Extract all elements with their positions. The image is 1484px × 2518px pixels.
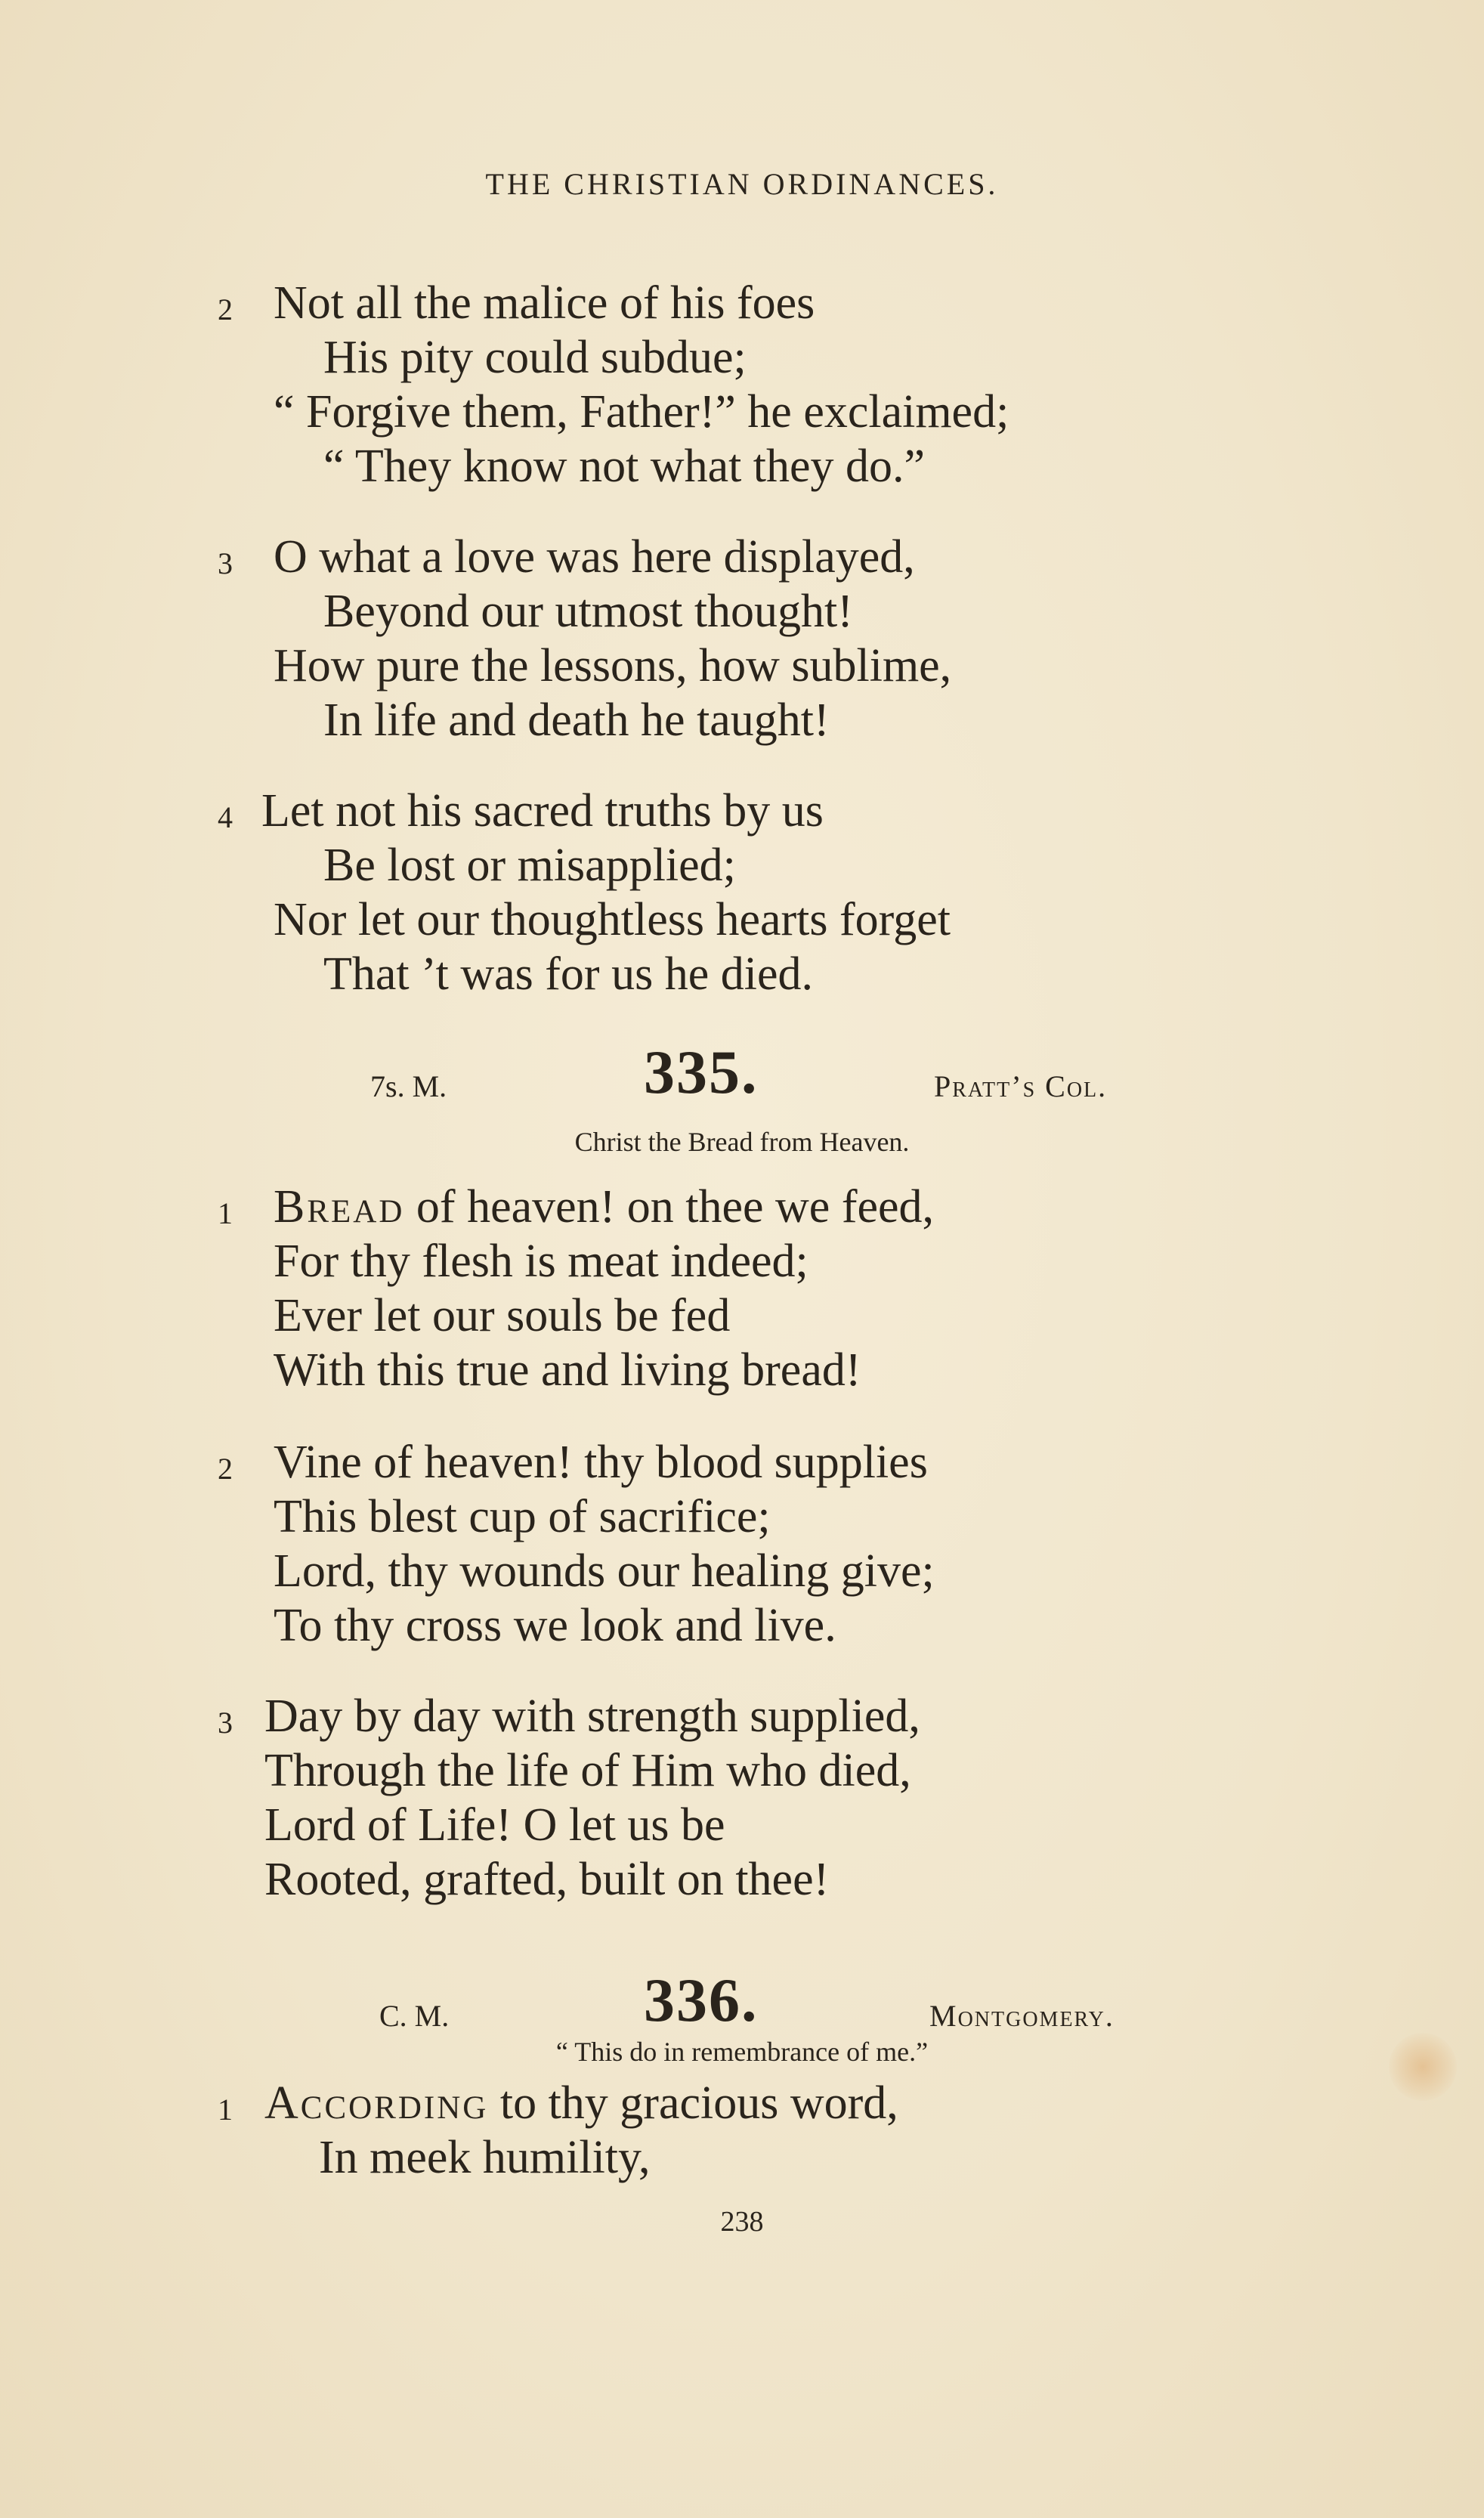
verse-line: Let not his sacred truths by us bbox=[261, 785, 824, 837]
hymn-335-subtitle: Christ the Bread from Heaven. bbox=[574, 1127, 910, 1157]
hymn-meter: C. M. bbox=[379, 1999, 450, 2033]
paper-stain bbox=[1389, 2033, 1457, 2101]
hymn-number: 336. bbox=[644, 1966, 759, 2034]
verse-line: With this true and living bread! bbox=[274, 1344, 861, 1396]
verse-line: How pure the lessons, how sublime, bbox=[274, 640, 952, 691]
verse-line-rest: to thy gracious word, bbox=[488, 2077, 898, 2129]
stanza-number: 1 bbox=[218, 1196, 233, 1230]
verse-line: In meek humility, bbox=[319, 2132, 651, 2183]
verse-line: In life and death he taught! bbox=[323, 694, 830, 746]
verse-line-rest: of heaven! on thee we feed, bbox=[404, 1181, 935, 1233]
running-head: THE CHRISTIAN ORDINANCES. bbox=[485, 167, 999, 201]
stanza-number: 2 bbox=[218, 292, 233, 326]
verse-line: His pity could subdue; bbox=[323, 332, 747, 383]
verse-line-first bbox=[264, 2077, 898, 2129]
verse-line: “ Forgive them, Father!” he exclaimed; bbox=[274, 386, 1009, 438]
stanza-number: 2 bbox=[218, 1452, 233, 1486]
hymn-335-heading bbox=[0, 1037, 1484, 1105]
initial-word: Bread bbox=[274, 1181, 405, 1233]
initial-word: According bbox=[264, 2077, 489, 2129]
verse-line: Lord, thy wounds our healing give; bbox=[274, 1545, 935, 1597]
hymn-336-heading bbox=[0, 1965, 1484, 2033]
verse-line: Be lost or misapplied; bbox=[323, 840, 736, 891]
stanza-number: 1 bbox=[218, 2093, 233, 2127]
verse-line: This blest cup of sacrifice; bbox=[274, 1491, 771, 1542]
tune-name: Pratt’s Col. bbox=[934, 1069, 1108, 1103]
stanza-number: 4 bbox=[218, 800, 233, 834]
verse-line: Through the life of Him who died, bbox=[264, 1745, 911, 1796]
verse-line: Day by day with strength supplied, bbox=[264, 1691, 920, 1742]
tune-name: Montgomery. bbox=[929, 1999, 1115, 2033]
verse-line: Ever let our souls be fed bbox=[274, 1290, 731, 1341]
page-number: 238 bbox=[720, 2206, 764, 2238]
verse-line: Not all the malice of his foes bbox=[274, 277, 815, 329]
verse-line: Vine of heaven! thy blood supplies bbox=[274, 1437, 928, 1488]
verse-line: “ They know not what they do.” bbox=[323, 441, 926, 492]
verse-line: Beyond our utmost thought! bbox=[323, 586, 853, 637]
stanza-number: 3 bbox=[218, 1706, 233, 1740]
verse-line: Lord of Life! O let us be bbox=[264, 1799, 725, 1851]
hymn-meter: 7s. M. bbox=[370, 1069, 447, 1103]
verse-line: For thy flesh is meat indeed; bbox=[274, 1236, 808, 1287]
verse-line: That ’t was for us he died. bbox=[323, 948, 813, 1000]
hymn-number: 335. bbox=[644, 1038, 759, 1106]
verse-line: Rooted, grafted, built on thee! bbox=[264, 1854, 830, 1905]
hymn-336-subtitle: “ This do in remembrance of me.” bbox=[555, 2037, 929, 2067]
verse-line: Nor let our thoughtless hearts forget bbox=[274, 894, 951, 945]
verse-line: To thy cross we look and live. bbox=[274, 1600, 836, 1651]
verse-line: O what a love was here displayed, bbox=[274, 531, 915, 583]
stanza-number: 3 bbox=[218, 546, 233, 580]
verse-line-first bbox=[274, 1181, 935, 1233]
